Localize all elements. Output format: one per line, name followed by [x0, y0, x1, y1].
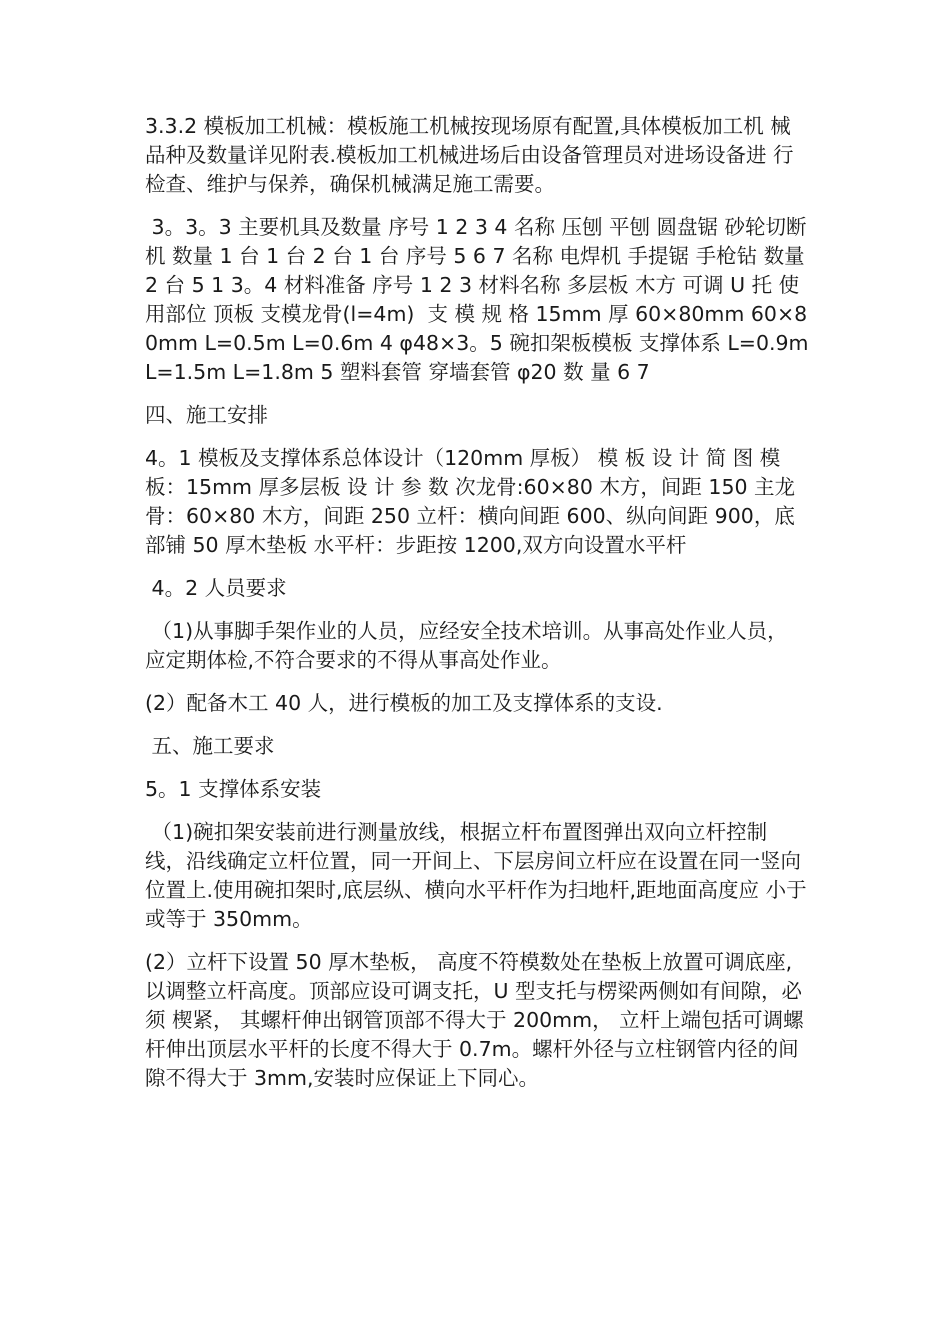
paragraph-personnel-training: （1)从事脚手架作业的人员，应经安全技术培训。从事高处作业人员， 应定期体检,不符合要求的不得从事高处作业。 [145, 619, 795, 672]
paragraph-overall-design: 4。1 模板及支撑体系总体设计（120mm 厚板） 模 板 设 计 简 图 模板：15mm 厚多层板 设 计 参 数 次龙骨:60×80 木方，间距 150 主龙骨：60×80 木方，间距 250 立杆：横向间距 600、纵向间距 900，底部铺 50 厚木垫板 水平杆：步距按 1200,双方向设置水平杆 [145, 446, 796, 557]
heading-personnel-requirements: 4。2 人员要求 [145, 576, 287, 600]
paragraph-surveying-layout: （1)碗扣架安装前进行测量放线，根据立杆布置图弹出双向立杆控制 线，沿线确定立杆位置，同一开间上、下层房间立杆应在设置在同一竖向 位置上.使用碗扣架时,底层纵、横向水平杆作为扫地杆,距地面高度应 小于或等于 350mm。 [145, 820, 808, 931]
heading-support-installation: 5。1 支撑体系安装 [145, 777, 322, 801]
paragraph-equipment-materials: 3。3。3 主要机具及数量 序号 1 2 3 4 名称 压刨 平刨 圆盘锯 砂轮切断机 数量 1 台 1 台 2 台 1 台 序号 5 6 7 名称 电焊机 手提锯 手枪钻 数量 2 台 5 1 3。4 材料准备 序号 1 2 3 材料名称 多层板 木方 可调 U 托 使用部位 顶板 支模龙骨(l=4m) 支 模 规 格 15mm 厚 60×80mm 60×80mm L=0.5m L=0.6m 4 φ48×3。5 碗扣架板模板 支撑体系 L=0.9m L=1.5m L=1.8m 5 塑料套管 穿墙套管 φ20 数 量 6 7 [145, 215, 816, 384]
paragraph-pole-base-support: (2）立杆下设置 50 厚木垫板， 高度不符模数处在垫板上放置可调底座, 以调整立杆高度。顶部应设可调支托，U 型支托与楞梁两侧如有间隙，必须 楔紧， 其螺杆伸出钢管顶部不得大于 200mm， 立杆上端包括可调螺杆伸出顶层水平杆的长度不得大于 0.7m。螺杆外径与立柱钢管内径的间隙不得大于 3mm,安装时应保证上下同心。 [145, 950, 804, 1090]
paragraph-machinery-config: 3.3.2 模板加工机械：模板施工机械按现场原有配置,具体模板加工机 械品种及数量详见附表.模板加工机械进场后由设备管理员对进场设备进 行检查、维护与保养，确保机械满足施工需要。 [145, 114, 794, 196]
paragraph-carpenters: (2）配备木工 40 人，进行模板的加工及支撑体系的支设. [145, 691, 663, 715]
heading-construction-arrangement: 四、施工安排 [145, 403, 268, 427]
document-body [145, 112, 816, 1107]
heading-construction-requirements: 五、施工要求 [145, 734, 275, 758]
